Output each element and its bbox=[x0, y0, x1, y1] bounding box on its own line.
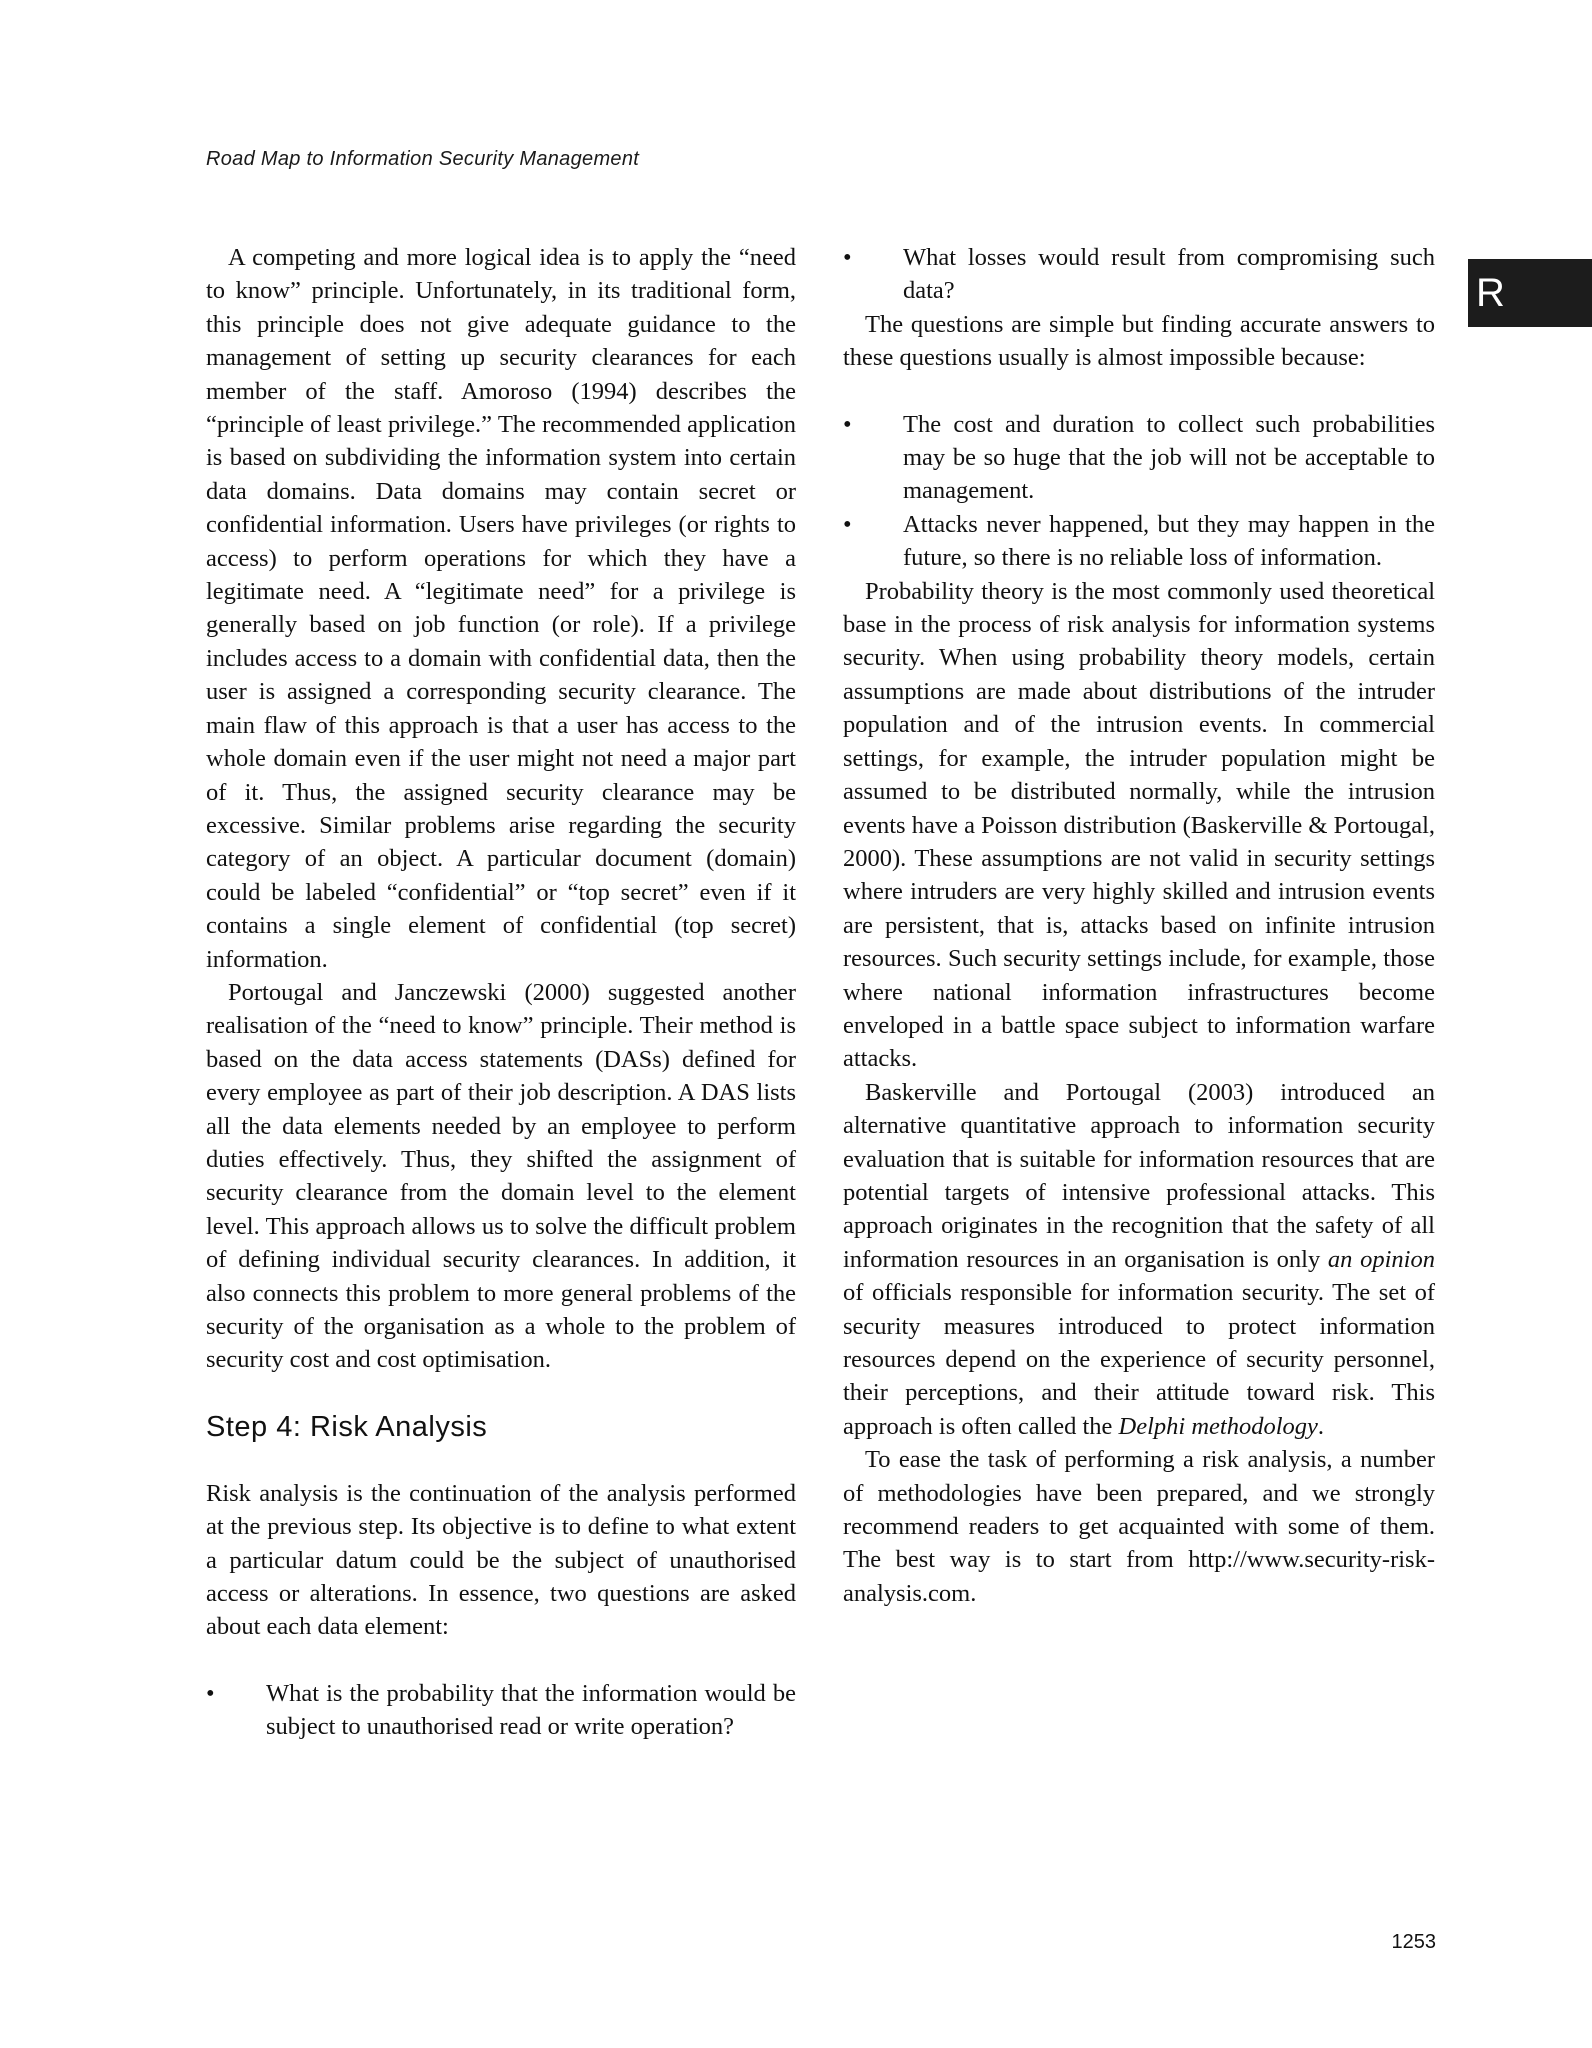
list-item bbox=[843, 408, 1435, 508]
section-heading-risk-analysis: Step 4: Risk Analysis bbox=[206, 1410, 488, 1443]
bullet-icon: • bbox=[843, 510, 852, 538]
paragraph-methodologies: To ease the task of performing a risk analysis, a number of methodologies have been prepared, and we strongly recommend readers to get acquainted with some of them. The best way is to start from http://www.security-risk-analysis.com. bbox=[843, 1446, 1435, 1607]
paragraph-need-to-know: A competing and more logical idea is to apply the “need to know” principle. Unfortunately, in its traditional form, this principle does not give adequate guidance to the management of setting up security clearances for each member of the staff. Amoroso (1994) describes the “principle of least privilege.” The recommended application is based on subdividing the information system into certain data domains. Data domains may contain secret or confidential information. Users have privileges (or rights to access) to perform operations for which they have a legitimate need. A “legitimate need” for a privilege is generally based on job function (or role). If a privilege includes access to a domain with confidential data, then the user is assigned a corresponding security clearance. The main flaw of this approach is that a user has access to the whole domain even if the user might not need a major part of it. Thus, the assigned security clearance may be excessive. Similar problems arise regarding the security category of an object. A particular document (domain) could be labeled “confidential” or “top secret” even if it contains a single element of confidential (top secret) information. bbox=[206, 244, 796, 973]
emphasis-delphi-methodology: Delphi methodology bbox=[1118, 1412, 1318, 1440]
question-list-continued bbox=[843, 241, 1435, 308]
paragraph-questions-simple: The questions are simple but finding accurate answers to these questions usually is almost impossible because: bbox=[843, 310, 1435, 372]
bullet-icon: • bbox=[206, 1679, 215, 1707]
text-run: . bbox=[1317, 1412, 1325, 1440]
list-item-text: Attacks never happened, but they may happen in the future, so there is no reliable loss of information. bbox=[903, 510, 1435, 572]
list-item-text: What losses would result from compromising such data? bbox=[903, 244, 1435, 305]
paragraph-portougal-janczewski: Portougal and Janczewski (2000) suggested another realisation of the “need to know” principle. Their method is based on the data access statements (DASs) defined for every employee as part of their job description. A DAS lists all the data elements needed by an employee to perform duties effectively. Thus, they shifted the assignment of security clearance from the domain level to the element level. This approach allows us to solve the difficult problem of defining individual security clearances. In addition, it also connects this problem to more general problems of the security of the organisation as a whole to the problem of security cost and cost optimisation. bbox=[206, 978, 796, 1374]
list-item-text: The cost and duration to collect such probabilities may be so huge that the job will not be acceptable to management. bbox=[903, 410, 1435, 505]
list-item bbox=[843, 508, 1435, 575]
list-item bbox=[206, 1677, 796, 1744]
running-head: Road Map to Information Security Management bbox=[206, 148, 640, 170]
paragraph-risk-analysis-intro: Risk analysis is the continuation of the analysis performed at the previous step. Its objective is to define to what extent a particular datum could be the subject of unauthorised access or alterations. In essence, two questions are asked about each data element: bbox=[206, 1479, 796, 1641]
paragraph-probability-theory: Probability theory is the most commonly used theoretical base in the process of risk analysis for information systems security. When using probability theory models, certain assumptions are made about distributions of the intruder population and of the intrusion events. In commercial settings, for example, the intruder population might be assumed to be distributed normally, while the intrusion events have a Poisson distribution (Baskerville & Portougal, 2000). These assumptions are not valid in security settings where intruders are very highly skilled and intrusion events are persistent, that is, attacks based on infinite intrusion resources. Such security settings include, for example, those where national information infrastructures become enveloped in a battle space subject to information warfare attacks. bbox=[843, 577, 1436, 1073]
emphasis-an-opinion: an opinion bbox=[1327, 1245, 1435, 1273]
bullet-icon: • bbox=[843, 244, 852, 271]
left-column bbox=[206, 241, 796, 1744]
reasons-list bbox=[843, 408, 1435, 575]
paragraph-baskerville-portougal bbox=[843, 1076, 1435, 1443]
question-list bbox=[206, 1677, 796, 1744]
list-item-text: What is the probability that the information would be subject to unauthorised read or write operation? bbox=[266, 1679, 796, 1741]
text-run: of officials responsible for information security. The set of security measures introduced to protect information resources depend on the experience of security personnel, their perceptions, and their attitude toward risk. This approach is often called the bbox=[843, 1279, 1435, 1440]
page-number: 1253 bbox=[1391, 1931, 1436, 1953]
right-column bbox=[843, 241, 1435, 1610]
text-run: Baskerville and Portougal (2003) introduced an alternative quantitative approach to information security evaluation that is suitable for information resources that are potential targets of intensive professional attacks. This approach originates in the recognition that the safety of all information resources in an organisation is only bbox=[843, 1078, 1435, 1273]
bullet-icon: • bbox=[843, 410, 852, 438]
list-item bbox=[843, 241, 1435, 308]
section-thumb-tab: R bbox=[1468, 259, 1592, 327]
